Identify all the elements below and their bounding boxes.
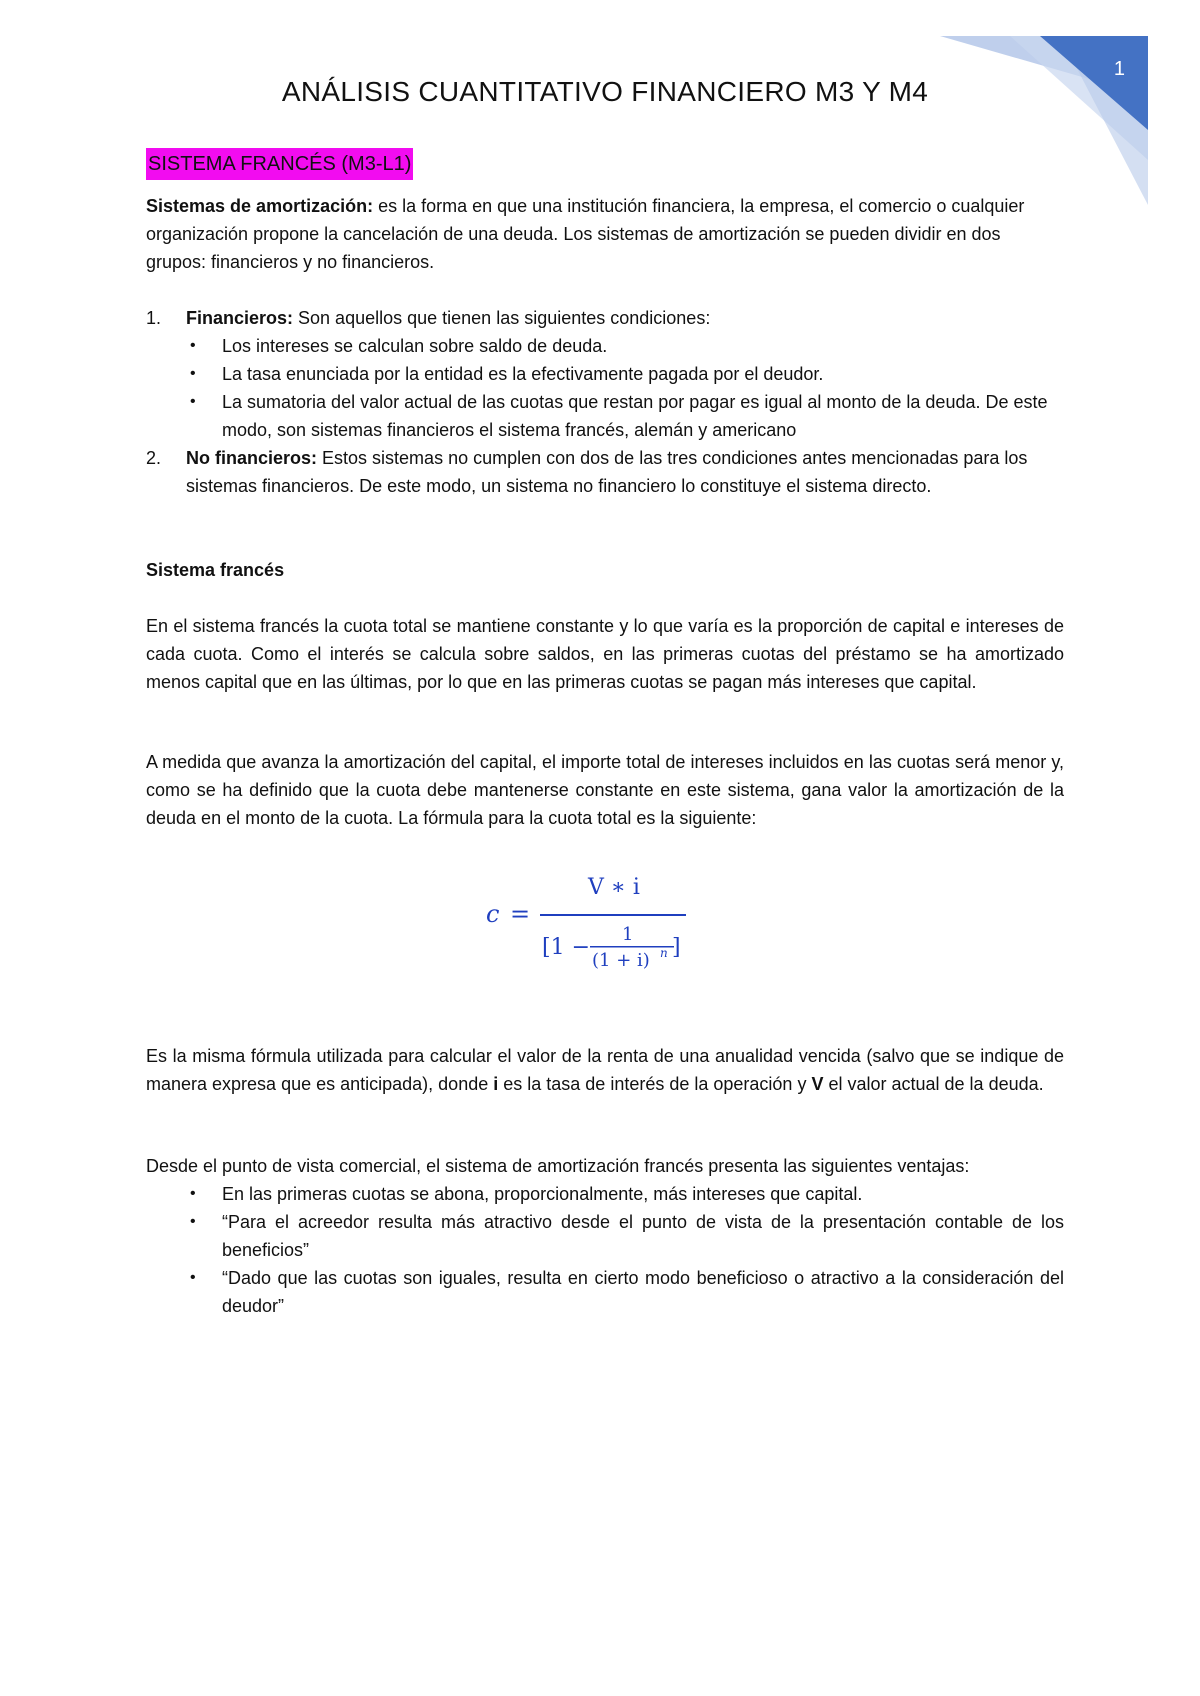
list-item xyxy=(146,332,1064,360)
list-number: 2. xyxy=(146,448,162,468)
bullet-text: La sumatoria del valor actual de las cuotas que restan por pagar es igual al monto de la deuda. De este modo, son sistemas financieros el sistema francés, alemán y americano xyxy=(222,392,1048,440)
list-item xyxy=(146,304,1064,332)
intro-term: Sistemas de amortización: xyxy=(146,196,374,216)
subheading xyxy=(146,556,1064,584)
p4-text: Desde el punto de vista comercial, el sistema de amortización francés presenta las siguientes ventajas: xyxy=(146,1156,970,1176)
fraction-bar xyxy=(540,914,686,916)
p3-text: el valor actual de la deuda. xyxy=(823,1074,1044,1094)
list-term: Financieros: xyxy=(186,308,294,328)
intro-paragraph xyxy=(146,192,1064,276)
p3-var-v: V xyxy=(811,1074,824,1094)
cuota-formula xyxy=(486,862,706,972)
p3-text: Es la misma fórmula utilizada para calcular el valor de la renta de una anualidad vencida (salvo que se indique de manera expresa que es anticipada), donde xyxy=(146,1046,1064,1094)
formula-exponent: n xyxy=(660,946,668,960)
classification-list xyxy=(146,304,1064,500)
subheading-text: Sistema francés xyxy=(146,560,285,580)
bullet-icon: • xyxy=(190,337,196,354)
corner-decoration xyxy=(860,0,1200,220)
bullet-icon: • xyxy=(190,1269,196,1286)
formula-numerator: V ∗ i xyxy=(588,875,640,900)
list-text: Son aquellos que tienen las siguientes condiciones: xyxy=(293,308,711,328)
list-term: No financieros: xyxy=(186,448,318,468)
bullet-icon: • xyxy=(190,365,196,382)
list-item xyxy=(146,1264,1064,1320)
bullet-icon: • xyxy=(190,1185,196,1202)
p3-var-i: i xyxy=(493,1074,499,1094)
list-number: 1. xyxy=(146,308,162,328)
paragraph-4 xyxy=(146,1152,1064,1320)
document-title: ANÁLISIS CUANTITATIVO FINANCIERO M3 Y M4 xyxy=(281,76,929,107)
paragraph-1: En el sistema francés la cuota total se mantiene constante y lo que varía es la proporción de capital e intereses de cada cuota. Como el interés se calcula sobre saldos, en las primeras cuotas del préstamo se ha amortizado menos capital que en las últimas, por lo que en las primeras cuotas se pagan más intereses que capital. xyxy=(146,616,1064,692)
section-heading: SISTEMA FRANCÉS (M3-L1) xyxy=(146,148,413,180)
formula-open-bracket: [1 − xyxy=(542,935,591,960)
bullet-icon: • xyxy=(190,393,196,410)
list-item xyxy=(146,388,1064,444)
formula-close-bracket: ] xyxy=(672,935,681,960)
list-text: Estos sistemas no cumplen con dos de las tres condiciones antes mencionadas para los sistemas financieros. De este modo, un sistema no financiero lo constituye el sistema directo. xyxy=(186,448,1028,496)
list-item xyxy=(146,1180,1064,1208)
bullet-icon: • xyxy=(190,1213,196,1230)
bullet-text: Los intereses se calculan sobre saldo de deuda. xyxy=(222,336,608,356)
list-item xyxy=(146,360,1064,388)
formula-equals: = xyxy=(510,900,531,928)
list-item xyxy=(146,1208,1064,1264)
p3-text: es la tasa de interés de la operación y xyxy=(498,1074,812,1094)
formula-inner-denominator: (1 + i) xyxy=(592,950,650,971)
bullet-text: “Para el acreedor resulta más atractivo desde el punto de vista de la presentación contable de los beneficios” xyxy=(222,1212,1064,1260)
paragraph-3 xyxy=(146,1042,1064,1098)
page-number: 1 xyxy=(1113,58,1125,80)
formula-lhs: c xyxy=(486,900,500,928)
bullet-text: En las primeras cuotas se abona, proporcionalmente, más intereses que capital. xyxy=(222,1184,863,1204)
bullet-text: “Dado que las cuotas son iguales, resulta en cierto modo beneficioso o atractivo a la consideración del deudor” xyxy=(222,1268,1064,1316)
list-item xyxy=(146,444,1064,500)
formula-inner-numerator: 1 xyxy=(622,924,634,945)
bullet-text: La tasa enunciada por la entidad es la efectivamente pagada por el deudor. xyxy=(222,364,824,384)
intro-text: es la forma en que una institución financiera, la empresa, el comercio o cualquier organización propone la cancelación de una deuda. Los sistemas de amortización se pueden dividir en dos grupos: financieros y no financieros. xyxy=(146,196,1025,272)
paragraph-2: A medida que avanza la amortización del capital, el importe total de intereses incluidos en las cuotas será menor y, como se ha definido que la cuota debe mantenerse constante en este sistema, gana valor la amortización de la deuda en el monto de la cuota. La fórmula para la cuota total es la siguiente: xyxy=(146,752,1064,828)
